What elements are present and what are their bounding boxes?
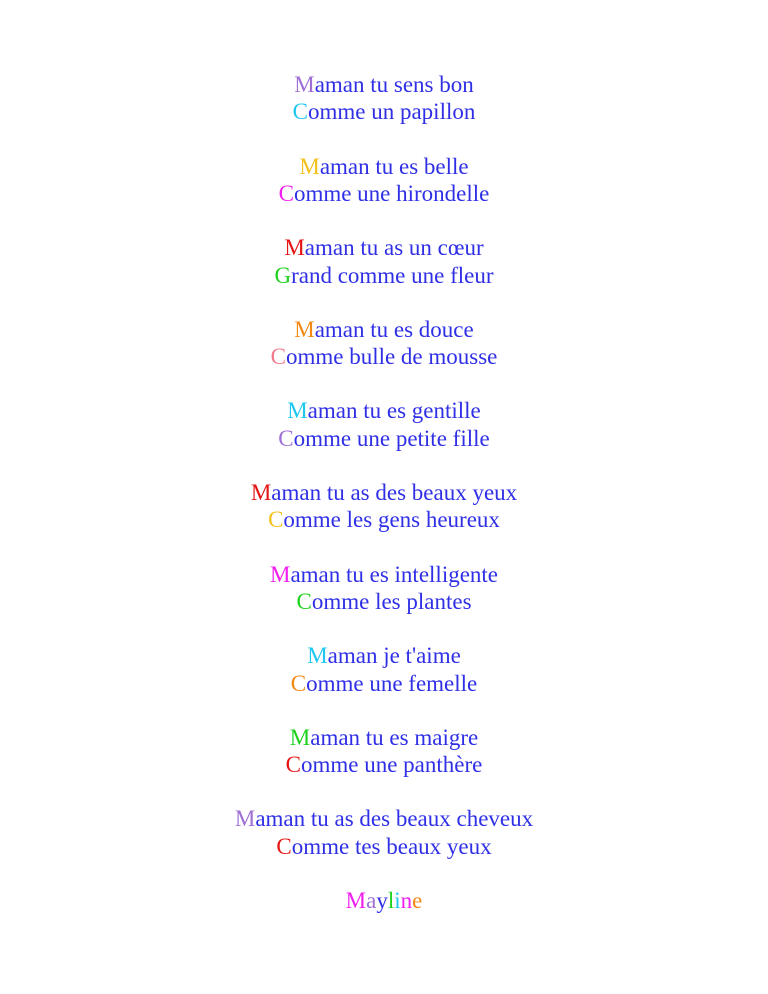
line-text: rand comme une fleur <box>291 262 494 288</box>
poem-line <box>0 588 768 615</box>
poem-line <box>0 506 768 533</box>
line-text: omme bulle de mousse <box>285 344 498 370</box>
poem-line <box>0 833 768 860</box>
signature-letter: y <box>376 888 388 914</box>
line-initial: M <box>287 398 308 424</box>
stanza <box>0 397 768 452</box>
signature-letter: M <box>345 888 367 914</box>
line-initial: M <box>250 480 272 506</box>
signature-letter: a <box>366 888 377 914</box>
poem-line <box>0 316 768 343</box>
line-initial: C <box>285 752 301 778</box>
poem-line <box>0 71 768 98</box>
line-text: omme une hirondelle <box>293 181 490 207</box>
line-initial: C <box>276 833 292 859</box>
poem-stanzas <box>0 71 768 860</box>
line-initial: M <box>289 724 311 750</box>
line-text: aman tu es douce <box>314 316 474 342</box>
line-text: omme un papillon <box>307 99 476 125</box>
line-text: aman tu es maigre <box>310 724 479 750</box>
line-text: aman tu as des beaux yeux <box>271 480 518 506</box>
poem-line <box>0 153 768 180</box>
signature <box>0 887 768 914</box>
poem-line <box>0 670 768 697</box>
line-text: omme une petite fille <box>293 425 490 451</box>
line-text: aman tu as un cœur <box>304 235 484 261</box>
signature-letter: i <box>394 888 401 914</box>
line-text: omme les gens heureux <box>283 507 500 533</box>
stanza <box>0 642 768 697</box>
signature-letter: e <box>412 888 423 914</box>
line-initial: C <box>278 181 294 207</box>
line-initial: M <box>284 235 305 261</box>
poem <box>0 71 768 915</box>
line-text: omme une panthère <box>300 752 483 778</box>
stanza <box>0 561 768 616</box>
poem-line <box>0 425 768 452</box>
line-text: omme les plantes <box>311 589 472 615</box>
poem-line <box>0 234 768 261</box>
line-initial: M <box>234 806 256 832</box>
line-text: aman tu sens bon <box>314 72 474 97</box>
signature-letter: n <box>400 888 413 914</box>
stanza <box>0 316 768 371</box>
poem-line <box>0 751 768 778</box>
line-initial: C <box>296 589 312 615</box>
line-initial: C <box>270 344 286 370</box>
poem-line <box>0 397 768 424</box>
line-text: aman tu es belle <box>319 153 469 179</box>
stanza <box>0 153 768 208</box>
line-text: omme une femelle <box>306 670 478 696</box>
line-text: aman tu es intelligente <box>290 561 499 587</box>
line-text: aman tu as des beaux cheveux <box>255 806 534 832</box>
line-initial: M <box>307 643 328 669</box>
poem-line <box>0 98 768 125</box>
stanza <box>0 805 768 860</box>
line-initial: M <box>269 561 291 587</box>
stanza <box>0 479 768 534</box>
poem-line <box>0 805 768 832</box>
poem-line <box>0 479 768 506</box>
line-initial: C <box>268 507 284 533</box>
line-initial: C <box>290 670 307 696</box>
line-text: aman tu es gentille <box>307 398 481 424</box>
line-initial: G <box>274 262 292 288</box>
line-initial: M <box>294 72 315 97</box>
poem-line <box>0 343 768 370</box>
stanza <box>0 234 768 289</box>
line-initial: C <box>292 99 308 125</box>
line-text: omme tes beaux yeux <box>291 833 492 859</box>
poem-line <box>0 724 768 751</box>
line-text: aman je t'aime <box>327 643 461 669</box>
poem-line <box>0 180 768 207</box>
line-initial: M <box>299 153 320 179</box>
poem-line <box>0 262 768 289</box>
stanza <box>0 724 768 779</box>
poem-line <box>0 642 768 669</box>
poem-line <box>0 561 768 588</box>
line-initial: M <box>294 316 315 342</box>
stanza <box>0 71 768 126</box>
line-initial: C <box>278 425 294 451</box>
signature-letter: l <box>387 888 395 914</box>
